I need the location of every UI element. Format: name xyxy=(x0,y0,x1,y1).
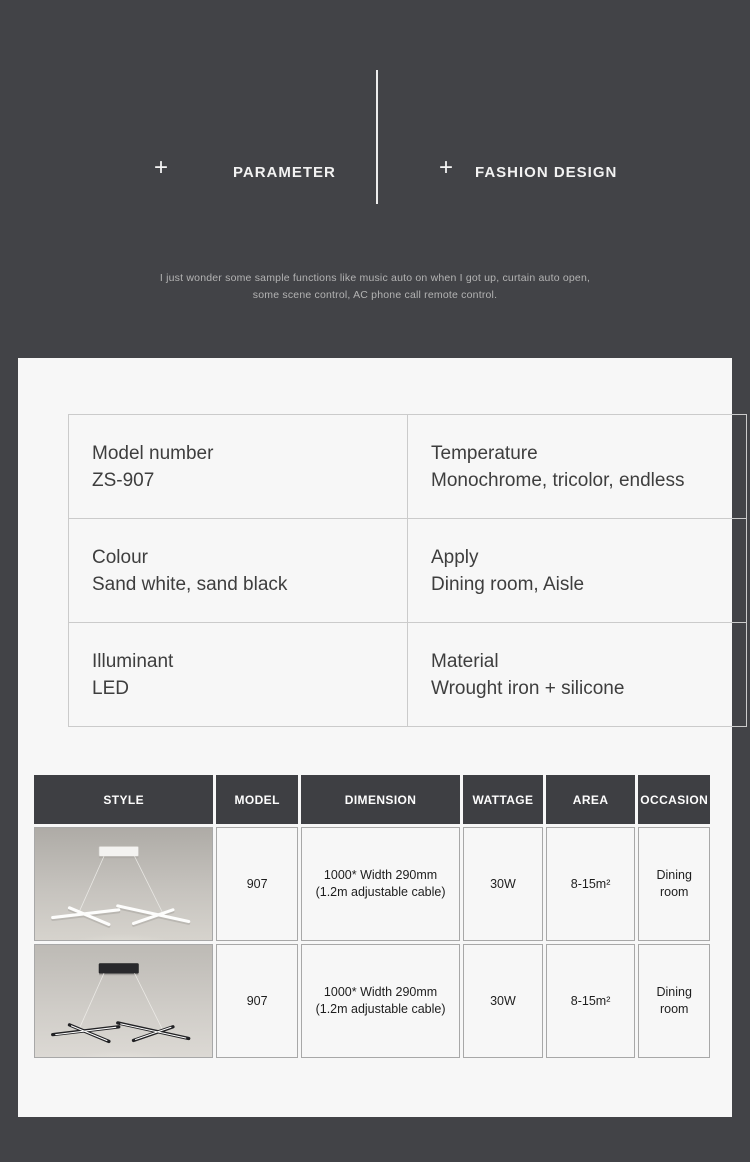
info-value: LED xyxy=(92,677,129,699)
info-label: Apply xyxy=(431,546,479,568)
spec-header-row xyxy=(34,775,710,824)
spec-dimension xyxy=(301,827,460,941)
dimension-line1: 1000* Width 290mm xyxy=(323,868,438,882)
section-title-parameter: PARAMETER xyxy=(233,164,336,181)
vertical-divider xyxy=(376,70,378,204)
info-value: Dining room, Aisle xyxy=(431,573,585,595)
plus-icon: + xyxy=(154,154,169,181)
spec-header-model: MODEL xyxy=(216,775,298,824)
hero-description-line1: I just wonder some sample functions like music auto on when I got up, curtain auto open, xyxy=(159,272,591,284)
info-label: Model number xyxy=(92,442,214,464)
info-label: Material xyxy=(431,650,499,672)
info-cell-illuminant xyxy=(69,623,408,727)
info-cell-model-number xyxy=(69,415,408,519)
info-value: Sand white, sand black xyxy=(92,573,288,595)
info-row xyxy=(69,519,747,623)
spec-area: 8-15m² xyxy=(546,827,636,941)
spec-row-white-lamp xyxy=(34,827,710,941)
spec-header-wattage: WATTAGE xyxy=(463,775,543,824)
section-title-fashion-design: FASHION DESIGN xyxy=(475,164,618,181)
dimension-line2: (1.2m adjustable cable) xyxy=(315,885,446,899)
info-label: Temperature xyxy=(431,442,538,464)
spec-header-dimension: DIMENSION xyxy=(301,775,460,824)
spec-header-occasion: OCCASION xyxy=(638,775,710,824)
info-cell-apply xyxy=(408,519,747,623)
product-spec-table xyxy=(31,772,713,1061)
spec-wattage: 30W xyxy=(463,944,543,1058)
info-cell-colour xyxy=(69,519,408,623)
info-value: Wrought iron + silicone xyxy=(431,677,625,699)
spec-model: 907 xyxy=(216,944,298,1058)
hero-description xyxy=(0,270,750,304)
spec-dimension xyxy=(301,944,460,1058)
product-spec-card xyxy=(18,358,732,1117)
white-pendant-lamp-image xyxy=(35,828,212,940)
style-image-cell xyxy=(34,827,213,941)
spec-header-style: STYLE xyxy=(34,775,213,824)
hero-description-line2: some scene control, AC phone call remote control. xyxy=(252,289,498,301)
spec-occasion: Dining room xyxy=(638,944,710,1058)
black-pendant-lamp-image xyxy=(35,945,212,1057)
spec-header-area: AREA xyxy=(546,775,636,824)
plus-icon: + xyxy=(439,154,454,181)
spec-row-black-lamp xyxy=(34,944,710,1058)
info-label: Colour xyxy=(92,546,148,568)
spec-area: 8-15m² xyxy=(546,944,636,1058)
spec-model: 907 xyxy=(216,827,298,941)
spec-occasion: Dining room xyxy=(638,827,710,941)
spec-wattage: 30W xyxy=(463,827,543,941)
info-row xyxy=(69,623,747,727)
info-cell-temperature xyxy=(408,415,747,519)
info-row xyxy=(69,415,747,519)
product-info-table xyxy=(68,414,747,727)
style-image-cell xyxy=(34,944,213,1058)
info-value: ZS-907 xyxy=(92,469,155,491)
dimension-line1: 1000* Width 290mm xyxy=(323,985,438,999)
info-label: Illuminant xyxy=(92,650,174,672)
dimension-line2: (1.2m adjustable cable) xyxy=(315,1002,446,1016)
info-value: Monochrome, tricolor, endless xyxy=(431,469,685,491)
info-cell-material xyxy=(408,623,747,727)
